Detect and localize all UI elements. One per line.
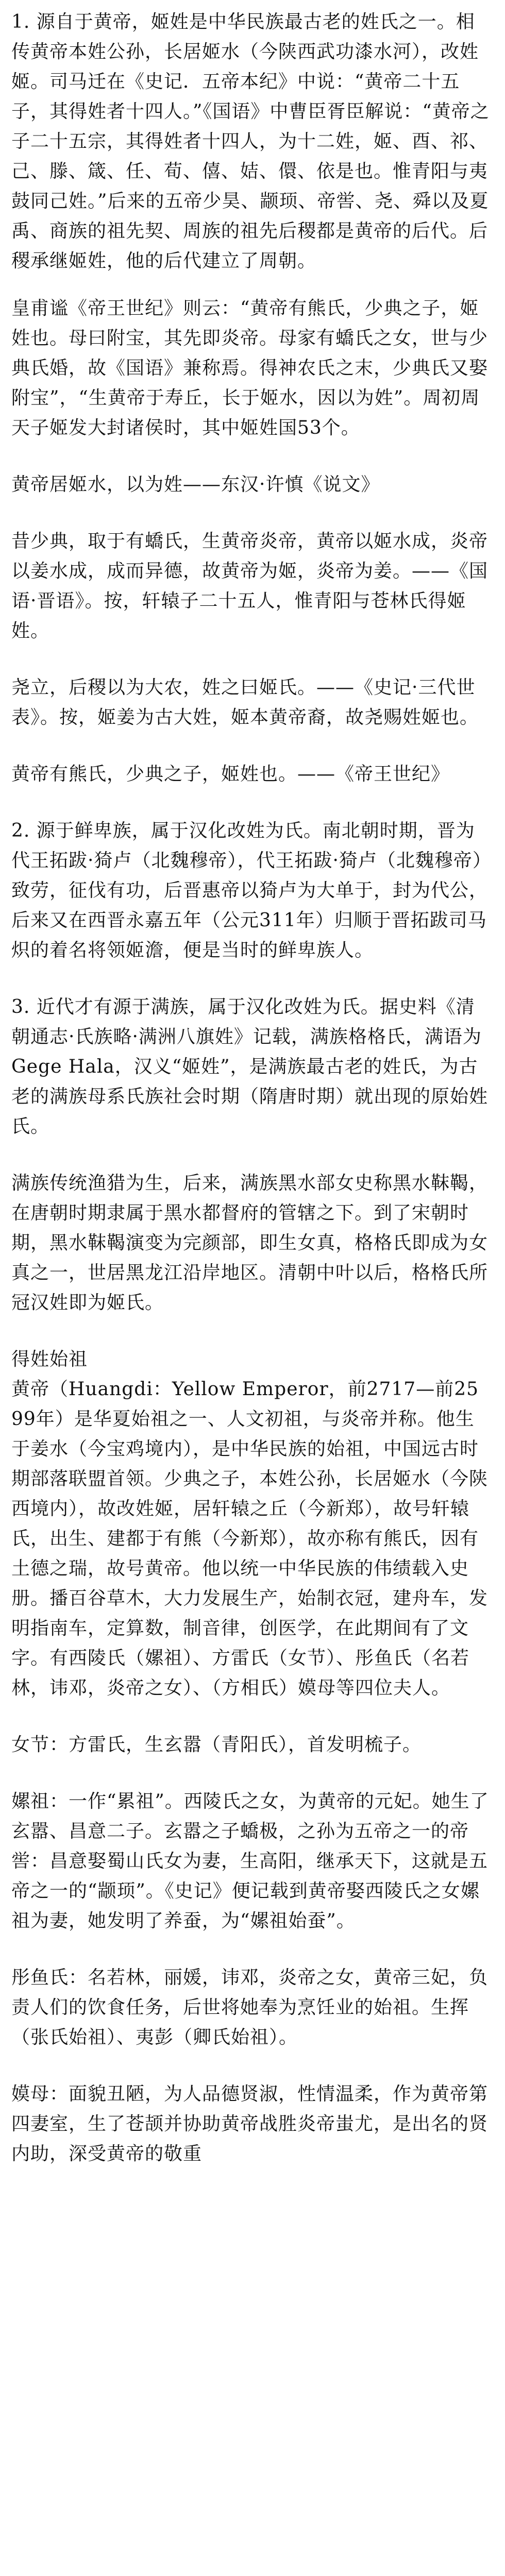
paragraph-shuowen-quote: 黄帝居姬水，以为姓——东汉·许慎《说文》	[11, 474, 380, 495]
paragraph-huangfu-mi: 皇甫谧《帝王世纪》则云：“黄帝有熊氏，少典之子，姬姓也。母曰附宝，其先即炎帝。母家有蟜氏之女，世与少典氏婚，故《国语》兼称焉。得神农氏之末，少典氏又娶附宝”，“生黄帝于寿丘，长于姬水，因以为姓”。周初周天子姬发大封诸侯时，其中姬姓国53个。	[11, 298, 489, 438]
paragraph-huangdi-bio: 黄帝（Huangdi：Yellow Emperor，前2717—前2599年）是华夏始祖之一、人文初祖，与炎帝并称。他生于姜水（今宝鸡境内），是中华民族的始祖，中国远古时期部落联盟首领。少典之子，本姓公孙，长居姬水（今陕西境内），故改姓姬，居轩辕之丘（今新郑），故号轩辕氏，出生、建都于有熊（今新郑），故亦称有熊氏，因有土德之瑞，故号黄帝。他以统一中华民族的伟绩载入史册。播百谷草木，大力发展生产，始制衣冠，建舟车，发明指南车，定算数，制音律，创医学，在此期间有了文字。有西陵氏（嫘祖）、方雷氏（女节）、彤鱼氏（名若林，讳邓，炎帝之女）、（方相氏）嫫母等四位夫人。	[11, 1379, 489, 1699]
paragraph-momu: 嫫母：面貌丑陋，为人品德贤淑，性情温柔，作为黄帝第四妻室，生了苍颉并协助黄帝战胜炎帝蚩尤，是出名的贤内助，深受黄帝的敬重	[11, 2083, 489, 2164]
paragraph-diwang-shiji-quote: 黄帝有熊氏，少典之子，姬姓也。——《帝王世纪》	[11, 764, 450, 785]
paragraph-guoyu-quote: 昔少典，取于有蟜氏，生黄帝炎帝，黄帝以姬水成，炎帝以姜水成，成而异德，故黄帝为姬，炎帝为姜。——《国语·晋语》。按，轩辕子二十五人，惟青阳与苍林氏得姬姓。	[11, 531, 489, 641]
paragraph-nujie: 女节：方雷氏，生玄嚣（青阳氏），首发明梳子。	[11, 1734, 422, 1755]
section-heading-ancestor: 得姓始祖	[11, 1349, 88, 1370]
paragraph-tongyu: 彤鱼氏：名若林，丽媛，讳邓，炎帝之女，黄帝三妃，负责人们的饮食任务，后世将她奉为烹饪业的始祖。生挥（张氏始祖）、夷彭（卿氏始祖）。	[11, 1967, 489, 2048]
paragraph-shiji-quote: 尧立，后稷以为大农，姓之曰姬氏。——《史记·三代世表》。按，姬姜为古大姓，姬本黄帝裔，故尧赐姓姬也。	[11, 677, 479, 728]
paragraph-origin-manchu: 3. 近代才有源于满族，属于汉化改姓为氏。据史料《清朝通志·氏族略·满洲八旗姓》记载，满族格格氏，满语为Gege Hala，汉义“姬姓”，是满族最古老的姓氏，为古老的满族母系氏族社会时期（隋唐时期）就出现的原始姓氏。	[11, 996, 489, 1137]
paragraph-origin-huangdi: 1. 源自于黄帝，姬姓是中华民族最古老的姓氏之一。相传黄帝本姓公孙，长居姬水（今陕西武功漆水河），改姓姬。司马迁在《史记．五帝本纪》中说：“黄帝二十五子，其得姓者十四人。”《国语》中曹臣胥臣解说：“黄帝之子二十五宗，其得姓者十四人，为十二姓，姬、酉、祁、己、滕、箴、任、荀、僖、姞、儇、依是也。惟青阳与夷鼓同己姓。”后来的五帝少昊、颛顼、帝喾、尧、舜以及夏禹、商族的祖先契、周族的祖先后稷都是黄帝的后代。后稷承继姬姓，他的后代建立了周朝。	[11, 11, 490, 272]
paragraph-origin-xianbei: 2. 源于鲜卑族，属于汉化改姓为氏。南北朝时期，晋为代王拓跋·猗卢（北魏穆帝），代王拓跋·猗卢（北魏穆帝）致劳，征伐有功，后晋惠帝以猗卢为大单于，封为代公，后来又在西晋永嘉五年（公元311年）归顺于晋拓跋司马炽的着名将领姬澹，便是当时的鲜卑族人。	[11, 820, 489, 961]
paragraph-manchu-history: 满族传统渔猎为生，后来，满族黑水部女史称黑水靺鞨，在唐朝时期隶属于黑水都督府的管辖之下。到了宋朝时期，黑水靺鞨演变为完颜部，即生女真，格格氏即成为女真之一，世居黑龙江沿岸地区。清朝中叶以后，格格氏所冠汉姓即为姬氏。	[11, 1173, 489, 1313]
paragraph-leizu: 嫘祖：一作“累祖”。西陵氏之女，为黄帝的元妃。她生了玄嚣、昌意二子。玄嚣之子蟜极，之孙为五帝之一的帝喾：昌意娶蜀山氏女为妻，生高阳，继承天下，这就是五帝之一的“颛顼”。《史记》便记载到黄帝娶西陵氏之女嫘祖为妻，她发明了养蚕，为“嫘祖始蚕”。	[11, 1791, 489, 1931]
